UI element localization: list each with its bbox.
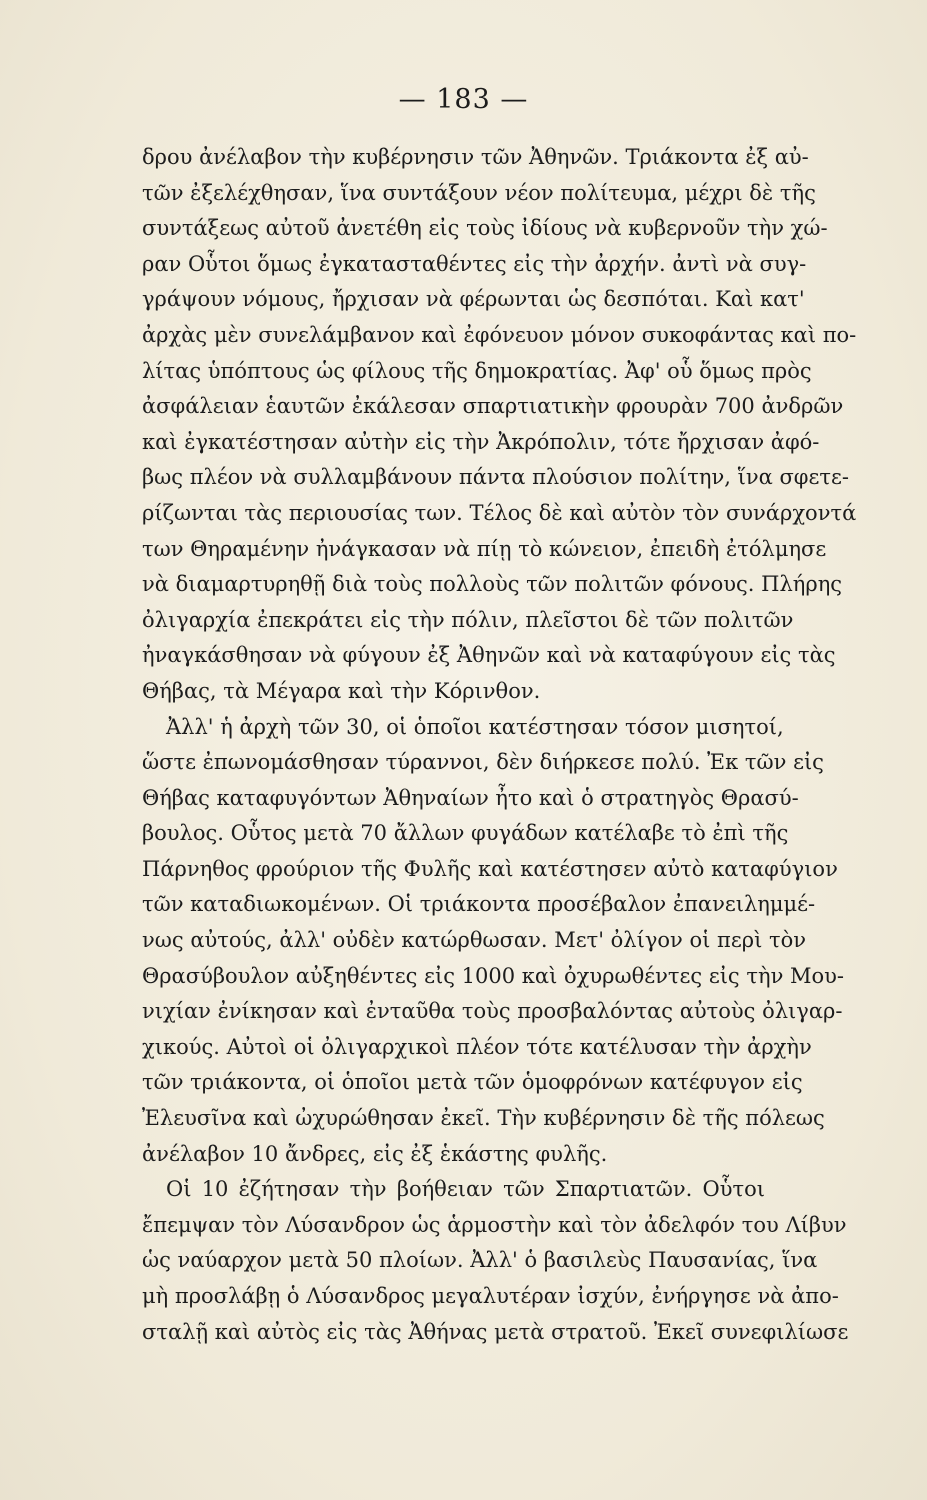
text-line: ραν Οὗτοι ὅμως ἐγκατασταθέντες εἰς τὴν ἀρχήν. ἀντὶ νὰ συγ-: [142, 251, 807, 276]
text-line: ρίζωνται τὰς περιουσίας των. Τέλος δὲ καὶ αὐτὸν τὸν συνάρχοντά: [142, 500, 857, 525]
text-line: ἠναγκάσθησαν νὰ φύγουν ἐξ Ἀθηνῶν καὶ νὰ καταφύγουν εἰς τὰς: [142, 643, 836, 668]
text-line: βουλος. Οὗτος μετὰ 70 ἄλλων φυγάδων κατέλαβε τὸ ἐπὶ τῆς: [142, 821, 789, 846]
text-line: Οἱ 10 ἐζήτησαν τὴν βοήθειαν τῶν Σπαρτιατῶν. Οὗτοι: [166, 1177, 765, 1202]
text-line: ὥστε ἐπωνομάσθησαν τύραννοι, δὲν διήρκεσε πολύ. Ἐκ τῶν εἰς: [142, 750, 824, 775]
text-line: ἀρχὰς μὲν συνελάμβανον καὶ ἐφόνευον μόνον συκοφάντας καὶ πο-: [142, 322, 857, 347]
text-line: ἔπεμψαν τὸν Λύσανδρον ὡς ἁρμοστὴν καὶ τὸν ἀδελφόν του Λίβυν: [142, 1212, 847, 1237]
text-line: ἀνέλαβον 10 ἄνδρες, εἰς ἐξ ἑκάστης φυλῆς.: [142, 1141, 608, 1166]
text-line: τῶν καταδιωκομένων. Οἱ τριάκοντα προσέβαλον ἐπανειλημμέ-: [142, 892, 816, 917]
text-line: Θρασύβουλον αὐξηθέντες εἰς 1000 καὶ ὀχυρωθέντες εἰς τὴν Μου-: [142, 963, 845, 988]
text-line: συντάξεως αὐτοῦ ἀνετέθη εἰς τοὺς ἰδίους νὰ κυβερνοῦν τὴν χώ-: [142, 216, 828, 241]
text-line: δρου ἀνέλαβον τὴν κυβέρνησιν τῶν Ἀθηνῶν. Τριάκοντα ἐξ αὐ-: [142, 145, 809, 169]
body-text: [142, 140, 857, 1350]
text-line: νως αὐτούς, ἀλλ' οὐδὲν κατώρθωσαν. Μετ' ὀλίγον οἱ περὶ τὸν: [142, 928, 807, 953]
text-line: καὶ ἐγκατέστησαν αὐτὴν εἰς τὴν Ἀκρόπολιν, τότε ἤρχισαν ἀφό-: [142, 429, 820, 454]
text-line: χικούς. Αὐτοὶ οἱ ὀλιγαρχικοὶ πλέον τότε κατέλυσαν τὴν ἀρχὴν: [142, 1034, 812, 1059]
text-line: ἀσφάλειαν ἑαυτῶν ἐκάλεσαν σπαρτιατικὴν φρουρὰν 700 ἀνδρῶν: [142, 394, 844, 419]
text-line: Θήβας καταφυγόντων Ἀθηναίων ἦτο καὶ ὁ στρατηγὸς Θρασύ-: [142, 785, 799, 810]
text-line: γράψουν νόμους, ἤρχισαν νὰ φέρωνται ὡς δεσπόται. Καὶ κατ': [142, 287, 805, 312]
text-line: Θήβας, τὰ Μέγαρα καὶ τὴν Κόρινθον.: [142, 678, 541, 703]
text-line: νιχίαν ἐνίκησαν καὶ ἐνταῦθα τοὺς προσβαλόντας αὐτοὺς ὀλιγαρ-: [142, 999, 843, 1024]
text-line: Ἀλλ' ἡ ἀρχὴ τῶν 30, οἱ ὁποῖοι κατέστησαν τόσον μισητοί,: [166, 714, 784, 739]
text-line: μὴ προσλάβῃ ὁ Λύσανδρος μεγαλυτέραν ἰσχύν, ἐνήργησε νὰ ἀπο-: [142, 1284, 839, 1308]
text-line: ὡς ναύαρχον μετὰ 50 πλοίων. Ἀλλ' ὁ βασιλεὺς Παυσανίας, ἵνα: [142, 1248, 818, 1273]
text-line: νὰ διαμαρτυρηθῇ διὰ τοὺς πολλοὺς τῶν πολιτῶν φόνους. Πλήρης: [142, 572, 843, 597]
text-line: των Θηραμένην ἠνάγκασαν νὰ πίῃ τὸ κώνειον, ἐπειδὴ ἐτόλμησε: [142, 536, 827, 561]
text-line: ὀλιγαρχία ἐπεκράτει εἰς τὴν πόλιν, πλεῖστοι δὲ τῶν πολιτῶν: [142, 607, 794, 632]
text-line: Πάρνηθος φρούριον τῆς Φυλῆς καὶ κατέστησεν αὐτὸ καταφύγιον: [142, 856, 838, 881]
text-line: λίτας ὑπόπτους ὡς φίλους τῆς δημοκρατίας. Ἀφ' οὗ ὅμως πρὸς: [142, 358, 812, 383]
text-line: τῶν ἐξελέχθησαν, ἵνα συντάξουν νέον πολίτευμα, μέχρι δὲ τῆς: [142, 180, 816, 205]
text-line: βως πλέον νὰ συλλαμβάνουν πάντα πλούσιον πολίτην, ἵνα σφετε-: [142, 465, 849, 490]
text-line: τῶν τριάκοντα, οἱ ὁποῖοι μετὰ τῶν ὁμοφρόνων κατέφυγον εἰς: [142, 1070, 803, 1095]
page-number: — 183 —: [398, 84, 529, 115]
text-line: Ἐλευσῖνα καὶ ὠχυρώθησαν ἐκεῖ. Τὴν κυβέρνησιν δὲ τῆς πόλεως: [142, 1106, 825, 1131]
text-line: σταλῇ καὶ αὐτὸς εἰς τὰς Ἀθήνας μετὰ στρατοῦ. Ἐκεῖ συνεφιλίωσε: [142, 1319, 849, 1344]
